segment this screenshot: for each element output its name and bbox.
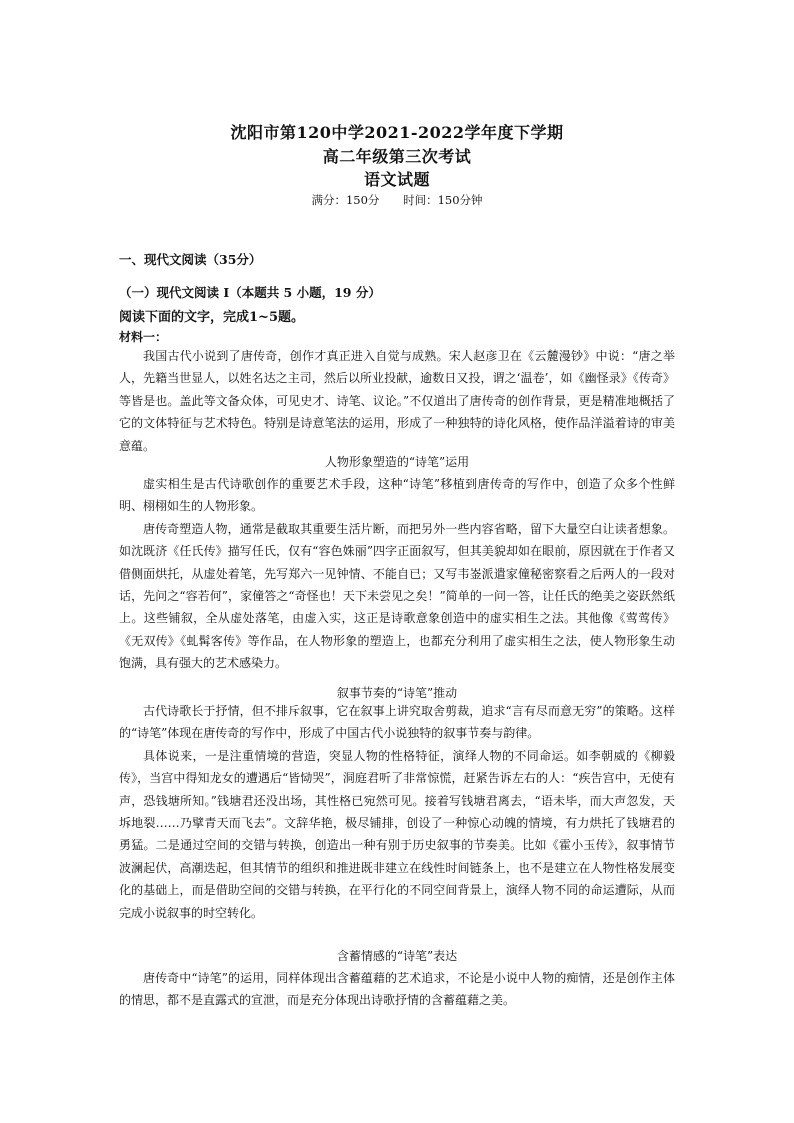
section-body bbox=[119, 700, 675, 924]
exam-time: 时间：150分钟 bbox=[403, 193, 483, 207]
paragraph: 古代诗歌长于抒情，但不排斥叙事，它在叙事上讲究取舍剪裁，追求“言有尽而意无穷”的策略。这样的“诗笔”体现在唐传奇的写作中，形成了中国古代小说独特的叙事节奏与韵律。 bbox=[119, 704, 675, 741]
material-label: 材料一： bbox=[119, 330, 168, 344]
exam-meta bbox=[0, 192, 794, 208]
paragraph: 唐传奇塑造人物，通常是截取其重要生活片断，而把另外一些内容省略，留下大量空白让读者想象。如沈既济《任氏传》描写任氏，仅有“容色姝丽”四字正面叙写，但其美貌却如在眼前，原因就在于作者又借侧面烘托，从虚处着笔，先写郑六一见钟情、不能自已；又写韦崟派遣家僮秘密察看之后两人的一段对话，先问之“容若何”，家僮答之“奇怪也！天下未尝见之矣！”简单的一问一答，让任氏的绝美之姿跃然纸上。这些铺叙，全从虚处落笔，由虚入实，这正是诗歌意象创造中的虚实相生之法。其他像《莺莺传》《无双传》《虬髯客传》等作品，在人物形象的塑造上，也都充分利用了虚实相生之法，使人物形象生动饱满，具有强大的艺术感染力。 bbox=[119, 521, 675, 671]
section-body bbox=[119, 473, 675, 675]
school-title: 沈阳市第120中学2021-2022学年度下学期 bbox=[230, 123, 564, 142]
paragraph: 我国古代小说到了唐传奇，创作才真正进入自觉与成熟。宋人赵彦卫在《云麓漫钞》中说：“唐之举人，先籍当世显人，以姓名达之主司，然后以所业投献，逾数日又投，谓之‘温卷’，如《幽怪录》《传奇》等皆是也。盖此等文备众体，可见史才、诗笔、议论。”不仅道出了唐传奇的创作背景，更是精准地概括了它的文体特征与艺术特色。特别是诗意笔法的运用，形成了一种独特的诗化风格，使作品洋溢着诗的审美意蕴。 bbox=[119, 349, 675, 453]
subject-title: 语文试题 bbox=[363, 170, 430, 189]
subheading: 人物形象塑造的“诗笔”运用 bbox=[324, 455, 470, 469]
reading-instruction: 阅读下面的文字，完成1~5题。 bbox=[119, 310, 304, 325]
subheading: 叙事节奏的“诗笔”推动 bbox=[336, 686, 458, 700]
article-intro bbox=[119, 345, 675, 457]
paragraph: 虚实相生是古代诗歌创作的重要艺术手段，这种“诗笔”移植到唐传奇的写作中，创造了众多个性鲜明、栩栩如生的人物形象。 bbox=[119, 477, 675, 514]
full-score: 满分：150分 bbox=[311, 193, 380, 207]
section-body bbox=[119, 967, 675, 1012]
exam-title: 高二年级第三次考试 bbox=[322, 147, 472, 166]
paragraph: 具体说来，一是注重情境的营造，突显人物的性格特征，演绎人物的不同命运。如李朝威的《柳毅传》，当宫中得知龙女的遭遇后“皆恸哭”，洞庭君听了非常惊慌，赶紧告诉左右的人：“疾告宫中，无使有声，恐钱塘所知。”钱塘君还没出场，其性格已宛然可见。接着写钱塘君离去，“语未毕，而大声忽发，天坼地裂……乃擘青天而飞去”。文辞华艳，极尽铺排，创设了一种惊心动魄的情境，有力烘托了钱塘君的勇猛。二是通过空间的交错与转换，创造出一种有别于历史叙事的节奏美。比如《霍小玉传》，叙事情节波澜起伏，高潮迭起，但其情节的组织和推进既非建立在线性时间链条上，也不是建立在人物性格发展变化的基础上，而是借助空间的交错与转换，在平行化的不同空间背景上，演绎人物不同的命运遭际，从而完成小说叙事的时空转化。 bbox=[119, 748, 675, 920]
subheading: 含蓄情感的“诗笔”表达 bbox=[336, 949, 458, 963]
paragraph: 唐传奇中“诗笔”的运用，同样体现出含蓄蕴藉的艺术追求，不论是小说中人物的痴情，还是创作主体的情思，都不是直露式的宣泄，而是充分体现出诗歌抒情的含蓄蕴藉之美。 bbox=[119, 971, 675, 1008]
section-heading: 一、现代文阅读（35分） bbox=[119, 252, 262, 267]
part-heading: （一）现代文阅读 I（本题共 5 小题，19 分） bbox=[119, 285, 381, 300]
